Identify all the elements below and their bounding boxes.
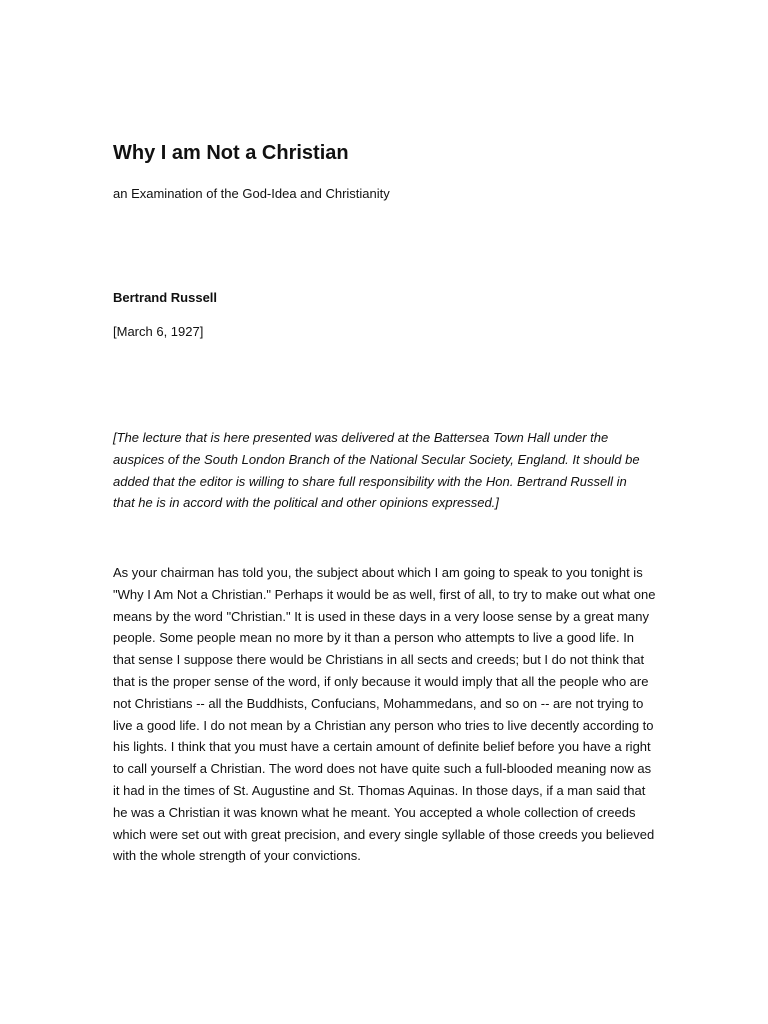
body-paragraph: As your chairman has told you, the subject about which I am going to speak to you tonight is "Why I Am Not a Christian." Perhaps it would be as well, first of all, to try to make out what one means by the word "Christian." It is used in these days in a very loose sense by a great many people. Some people mean no more by it than a person who attempts to live a good life. In that sense I suppose there would be Christians in all sects and creeds; but I do not think that that is the proper sense of the word, if only because it would imply that all the people who are not Christians -- all the Buddhists, Confucians, Mohammedans, and so on -- are not trying to live a good life. I do not mean by a Christian any person who tries to live decently according to his lights. I think that you must have a certain amount of definite belief before you have a right to call yourself a Christian. The word does not have quite such a full-blooded meaning now as it had in the times of St. Augustine and St. Thomas Aquinas. In those days, if a man said that he was a Christian it was known what he meant. You accepted a whole collection of creeds which were set out with great precision, and every single syllable of those creeds you believed with the whole strength of your convictions. — [113, 565, 656, 864]
author-name: Bertrand Russell — [113, 290, 218, 305]
document-subtitle: an Examination of the God-Idea and Christianity — [113, 186, 390, 201]
lecture-date: [March 6, 1927] — [113, 324, 204, 339]
editor-note: [The lecture that is here presented was delivered at the Battersea Town Hall under the auspices of the South London Branch of the National Secular Society, England. It should be added that the editor is willing to share full responsibility with the Hon. Bertrand Russell in that he is in accord with the political and other opinions expressed.] — [113, 430, 640, 511]
document-title: Why I am Not a Christian — [113, 142, 349, 164]
